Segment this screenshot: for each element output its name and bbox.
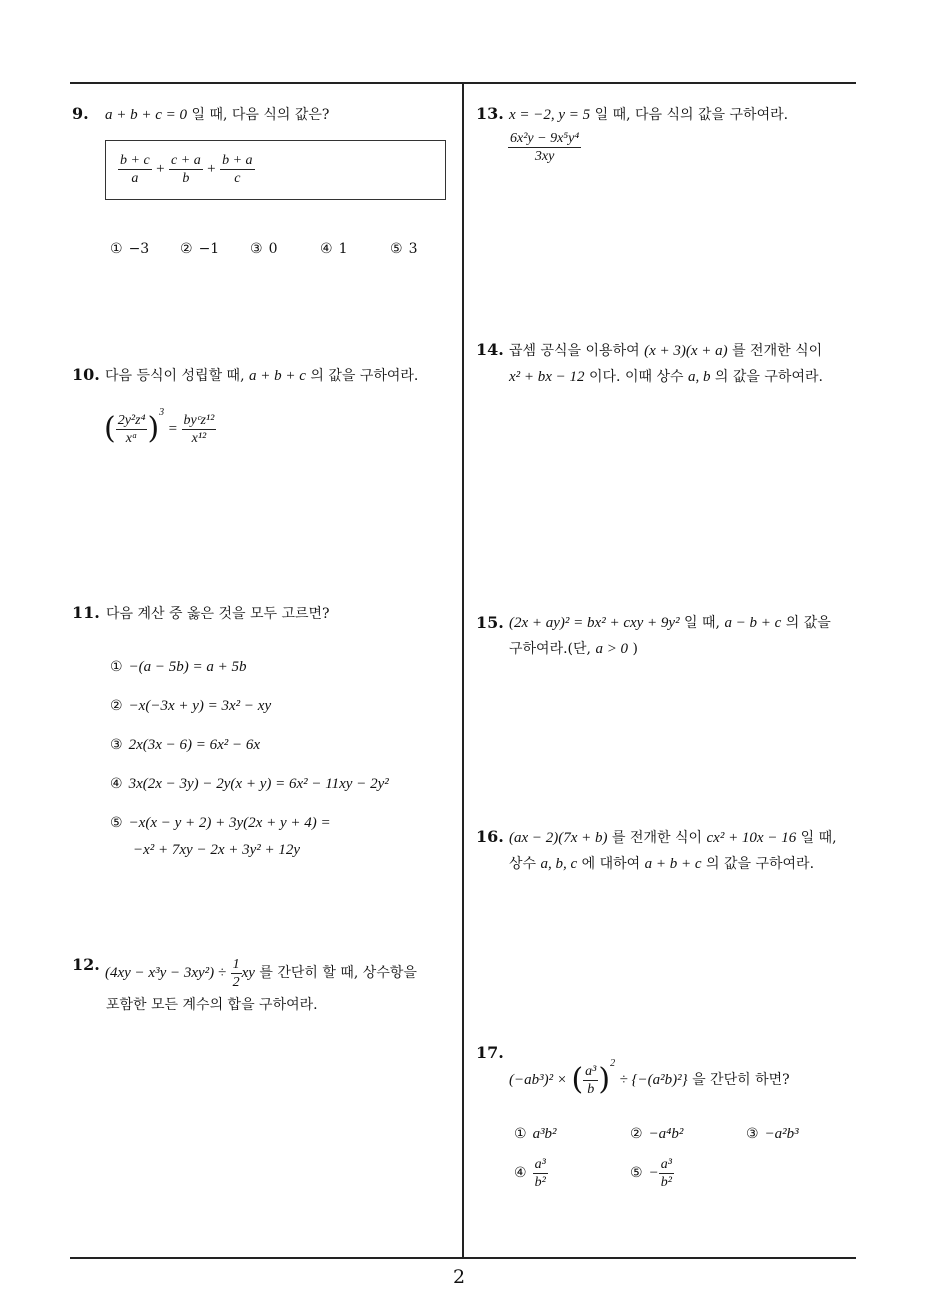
q13-fraction: $\frac{\text{6x²y − 9x⁵y⁴}}{3xy}$ xyxy=(510,131,580,164)
question-16-line1: (ax − 2)(7x + b) 를 전개한 식이 cx² + 10x − 16 일 때, xyxy=(509,830,837,846)
q9-choice-1[interactable]: ① −3 xyxy=(110,241,150,257)
question-14-line2: x² + bx − 12 이다. 이때 상수 a, b 의 값을 구하여라. xyxy=(509,369,823,385)
q9-op1: + xyxy=(156,161,165,177)
q17-choice-2[interactable]: ② −a⁴b² xyxy=(630,1126,684,1142)
q9-frac2: $\frac{c + a}{b}$ xyxy=(171,152,201,186)
q9-frac3: $\frac{b + a}{c}$ xyxy=(222,152,253,186)
question-15-line1: (2x + ay)² = bx² + cxy + 9y² 일 때, a − b + c 의 값을 xyxy=(509,615,831,631)
q17-choice-4[interactable]: ④ $\frac{\text{a³}}{\text{b²}}$ xyxy=(514,1156,546,1190)
question-9-number: 9. xyxy=(72,104,89,123)
question-12-text: (4xy − x³y − 3xy²) ÷ $\frac{1}{2}$ xy 를 간단히 할 때, 상수항을 xyxy=(105,956,417,990)
question-13-number: 13. xyxy=(476,104,504,123)
question-11-text: 다음 계산 중 옳은 것을 모두 고르면? xyxy=(106,606,330,622)
question-13-text: x = −2, y = 5 일 때, 다음 식의 값을 구하여라. xyxy=(509,107,789,123)
column-divider xyxy=(462,82,464,1259)
question-17-text: (−ab³)² × ( $\frac{\text{a³}}{b}$ )$^2$ ÷ {−(a²b)²} 을 간단히 하면? xyxy=(509,1058,790,1097)
question-10-text: 다음 등식이 성립할 때, a + b + c 의 값을 구하여라. xyxy=(105,368,419,384)
q9-choice-4[interactable]: ④ 1 xyxy=(320,241,348,257)
question-15-number: 15. xyxy=(476,613,504,632)
q17-choice-1[interactable]: ① a³b² xyxy=(514,1126,557,1142)
question-10-number: 10. xyxy=(72,365,100,384)
q11-choice-2[interactable]: ② −x(−3x + y) = 3x² − xy xyxy=(110,698,272,714)
q9-frac1: $\frac{b + c}{a}$ xyxy=(120,152,150,186)
question-17-number: 17. xyxy=(476,1043,504,1062)
q11-choice-1[interactable]: ① −(a − 5b) = a + 5b xyxy=(110,659,247,675)
q11-choice-3[interactable]: ③ 2x(3x − 6) = 6x² − 6x xyxy=(110,737,261,753)
q11-choice-5[interactable]: ⑤ −x(x − y + 2) + 3y(2x + y + 4) = xyxy=(110,815,331,831)
question-16-number: 16. xyxy=(476,827,504,846)
q9-expression xyxy=(118,150,255,188)
q17-choice-3[interactable]: ③ −a²b³ xyxy=(746,1126,799,1142)
q17-choice-5[interactable]: ⑤ − $\frac{\text{a³}}{\text{b²}}$ xyxy=(630,1156,672,1190)
q10-equation: ( $\frac{\text{2y²z⁴}}{\text{xᵃ}}$ )$^3$ = $\frac{\text{byᶜz¹²}}{\text{x¹²}}$ xyxy=(104,407,215,446)
question-14-line1: 곱셈 공식을 이용하여 (x + 3)(x + a) 를 전개한 식이 xyxy=(509,343,823,359)
question-9-text xyxy=(105,106,329,124)
question-16-line2: 상수 a, b, c 에 대하여 a + b + c 의 값을 구하여라. xyxy=(509,856,815,872)
q9-tail: 일 때, 다음 식의 값은? xyxy=(187,107,330,123)
q11-choice-4[interactable]: ④ 3x(2x − 3y) − 2y(x + y) = 6x² − 11xy − 2y² xyxy=(110,776,389,792)
q9-choice-2[interactable]: ② −1 xyxy=(180,241,220,257)
question-12-number: 12. xyxy=(72,955,100,974)
question-14-number: 14. xyxy=(476,340,504,359)
q9-choice-3[interactable]: ③ 0 xyxy=(250,241,278,257)
page-number: 2 xyxy=(453,1266,466,1288)
q11-choice-5-line2: −x² + 7xy − 2x + 3y² + 12y xyxy=(133,842,301,858)
question-12-text-line2: 포함한 모든 계수의 합을 구하여라. xyxy=(106,997,318,1013)
q9-choice-5[interactable]: ⑤ 3 xyxy=(390,241,418,257)
question-11-number: 11. xyxy=(72,603,100,622)
question-15-line2: 구하여라.(단, a > 0 ) xyxy=(509,641,638,657)
q9-op2: + xyxy=(207,161,216,177)
q9-condition: a + b + c = 0 xyxy=(105,107,188,123)
